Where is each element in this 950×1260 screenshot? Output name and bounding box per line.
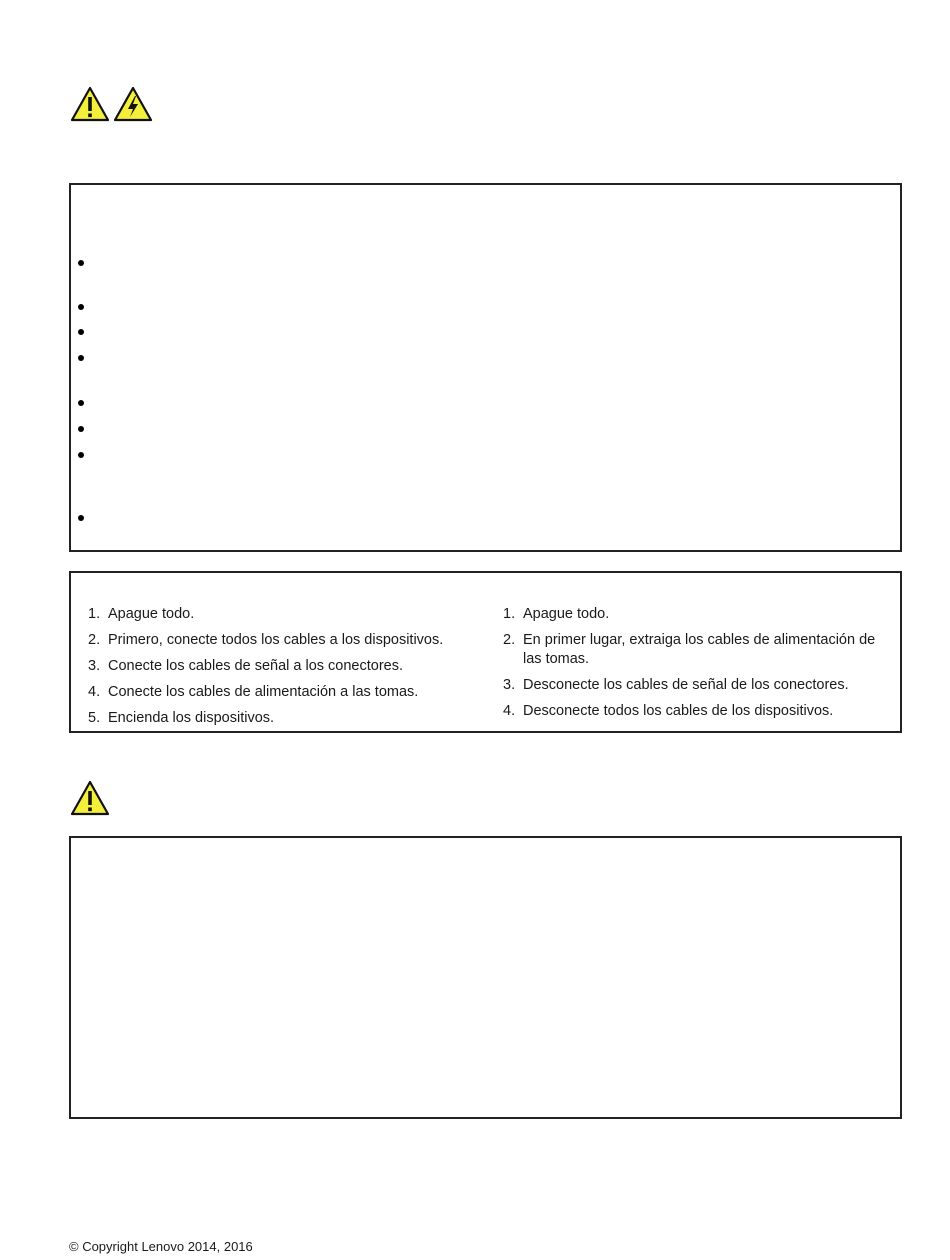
list-item: 1. Apague todo.: [503, 606, 610, 622]
list-item: 2. En primer lugar, extraiga los cables de alimentación de las tomas.: [503, 632, 876, 667]
list-bullet: [78, 304, 84, 310]
list-item: 4. Conecte los cables de alimentación a las tomas.: [88, 684, 419, 700]
cable-procedure-box: [69, 571, 902, 733]
connect-steps-list: [88, 605, 488, 728]
list-item: 4. Desconecte todos los cables de los dispositivos.: [503, 703, 834, 719]
list-bullet: [78, 452, 84, 458]
list-item: 5. Encienda los dispositivos.: [88, 710, 275, 726]
safety-notice-box: [69, 183, 902, 552]
list-bullet: [78, 260, 84, 266]
list-bullet: [78, 355, 84, 361]
list-item: 1. Apague todo.: [88, 606, 195, 622]
caution-icon: [70, 86, 110, 122]
list-item: 2. Primero, conecte todos los cables a los dispositivos.: [88, 632, 444, 648]
disconnect-steps-list: [503, 605, 888, 721]
list-item: 3. Desconecte los cables de señal de los conectores.: [503, 677, 849, 693]
copyright-footer: © Copyright Lenovo 2014, 2016: [69, 1239, 253, 1254]
list-item: 3. Conecte los cables de señal a los conectores.: [88, 658, 404, 674]
list-bullet: [78, 515, 84, 521]
caution-notice-box: [69, 836, 902, 1119]
electrical-hazard-icon: [113, 86, 153, 122]
list-bullet: [78, 426, 84, 432]
caution-icon: [70, 780, 110, 816]
list-bullet: [78, 329, 84, 335]
list-bullet: [78, 400, 84, 406]
